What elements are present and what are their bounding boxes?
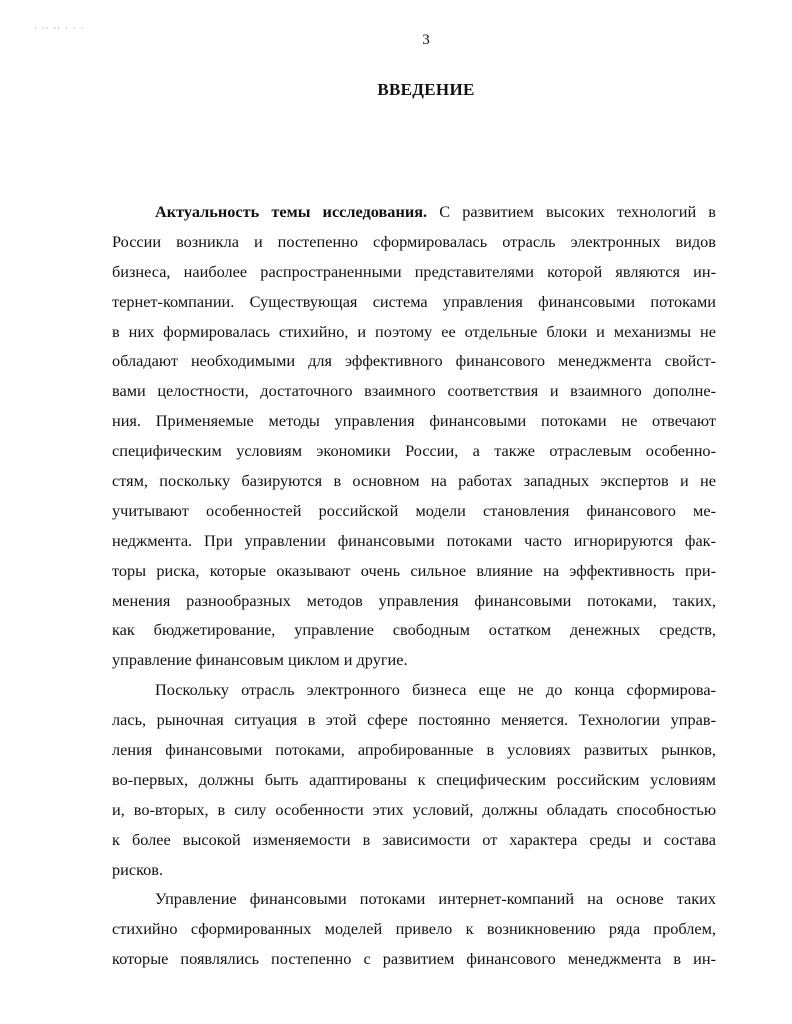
text-line: ния. Применяемые методы управления финансовыми потоками не отвечают [112,411,716,431]
text-line: рисков. [112,859,164,879]
text-line: тернет-компании. Существующая система управления финансовыми потоками [112,291,716,311]
text-line: специфическим условиям экономики России, а также отраслевым особенно- [112,441,716,461]
text-line: стям, поскольку базируются в основном на работах западных экспертов и не [112,471,716,491]
text-line: к более высокой изменяемости в зависимости от характера среды и состава [112,829,716,849]
text-line: во-первых, должны быть адаптированы к специфическим российским условиям [112,769,716,789]
text-line: менения разнообразных методов управления финансовыми потоками, таких, [112,590,716,610]
scan-artifact: · ·· ·· · · · [34,24,85,34]
text-line: в них формировалась стихийно, и поэтому ее отдельные блоки и механизмы не [112,321,716,341]
page-number: 3 [422,32,430,48]
text-line: лась, рыночная ситуация в этой сфере постоянно меняется. Технологии управ- [112,710,716,730]
text-line: которые появлялись постепенно с развитием финансового менеджмента в ин- [112,949,716,969]
text-line: бизнеса, наиболее распространенными представителями которой являются ин- [112,261,716,281]
section-title: ВВЕДЕНИЕ [377,80,475,99]
text-line: С развитием высоких технологий в [427,202,716,221]
text-line: неджмента. При управлении финансовыми потоками часто игнорируются фак- [112,530,716,550]
text-line: Управление финансовыми потоками интернет-компаний на основе таких [155,889,716,909]
text-line: стихийно сформированных моделей привело к возникновению ряда проблем, [112,919,716,939]
text-line: Поскольку отрасль электронного бизнеса еще не до конца сформирова- [155,680,716,700]
text-line: управление финансовым циклом и другие. [112,650,408,670]
text-line: вами целостности, достаточного взаимного соответствия и взаимного дополне- [112,381,716,401]
lead-heading: Актуальность темы исследования. [155,202,428,221]
text-line: обладают необходимыми для эффективного финансового менеджмента свойст- [112,351,716,371]
text-line: и, во-вторых, в силу особенности этих условий, должны обладать способностью [112,799,716,819]
text-line: ления финансовыми потоками, апробированные в условиях развитых рынков, [112,740,716,760]
paragraph-1-line-1 [112,197,716,227]
text-line: как бюджетирование, управление свободным остатком денежных средств, [112,620,716,640]
text-line: торы риска, которые оказывают очень сильное влияние на эффективность при- [112,560,716,580]
text-line: России возникла и постепенно сформировалась отрасль электронных видов [112,231,716,251]
text-line: учитывают особенностей российской модели становления финансового ме- [112,500,716,520]
body-text [112,197,716,974]
